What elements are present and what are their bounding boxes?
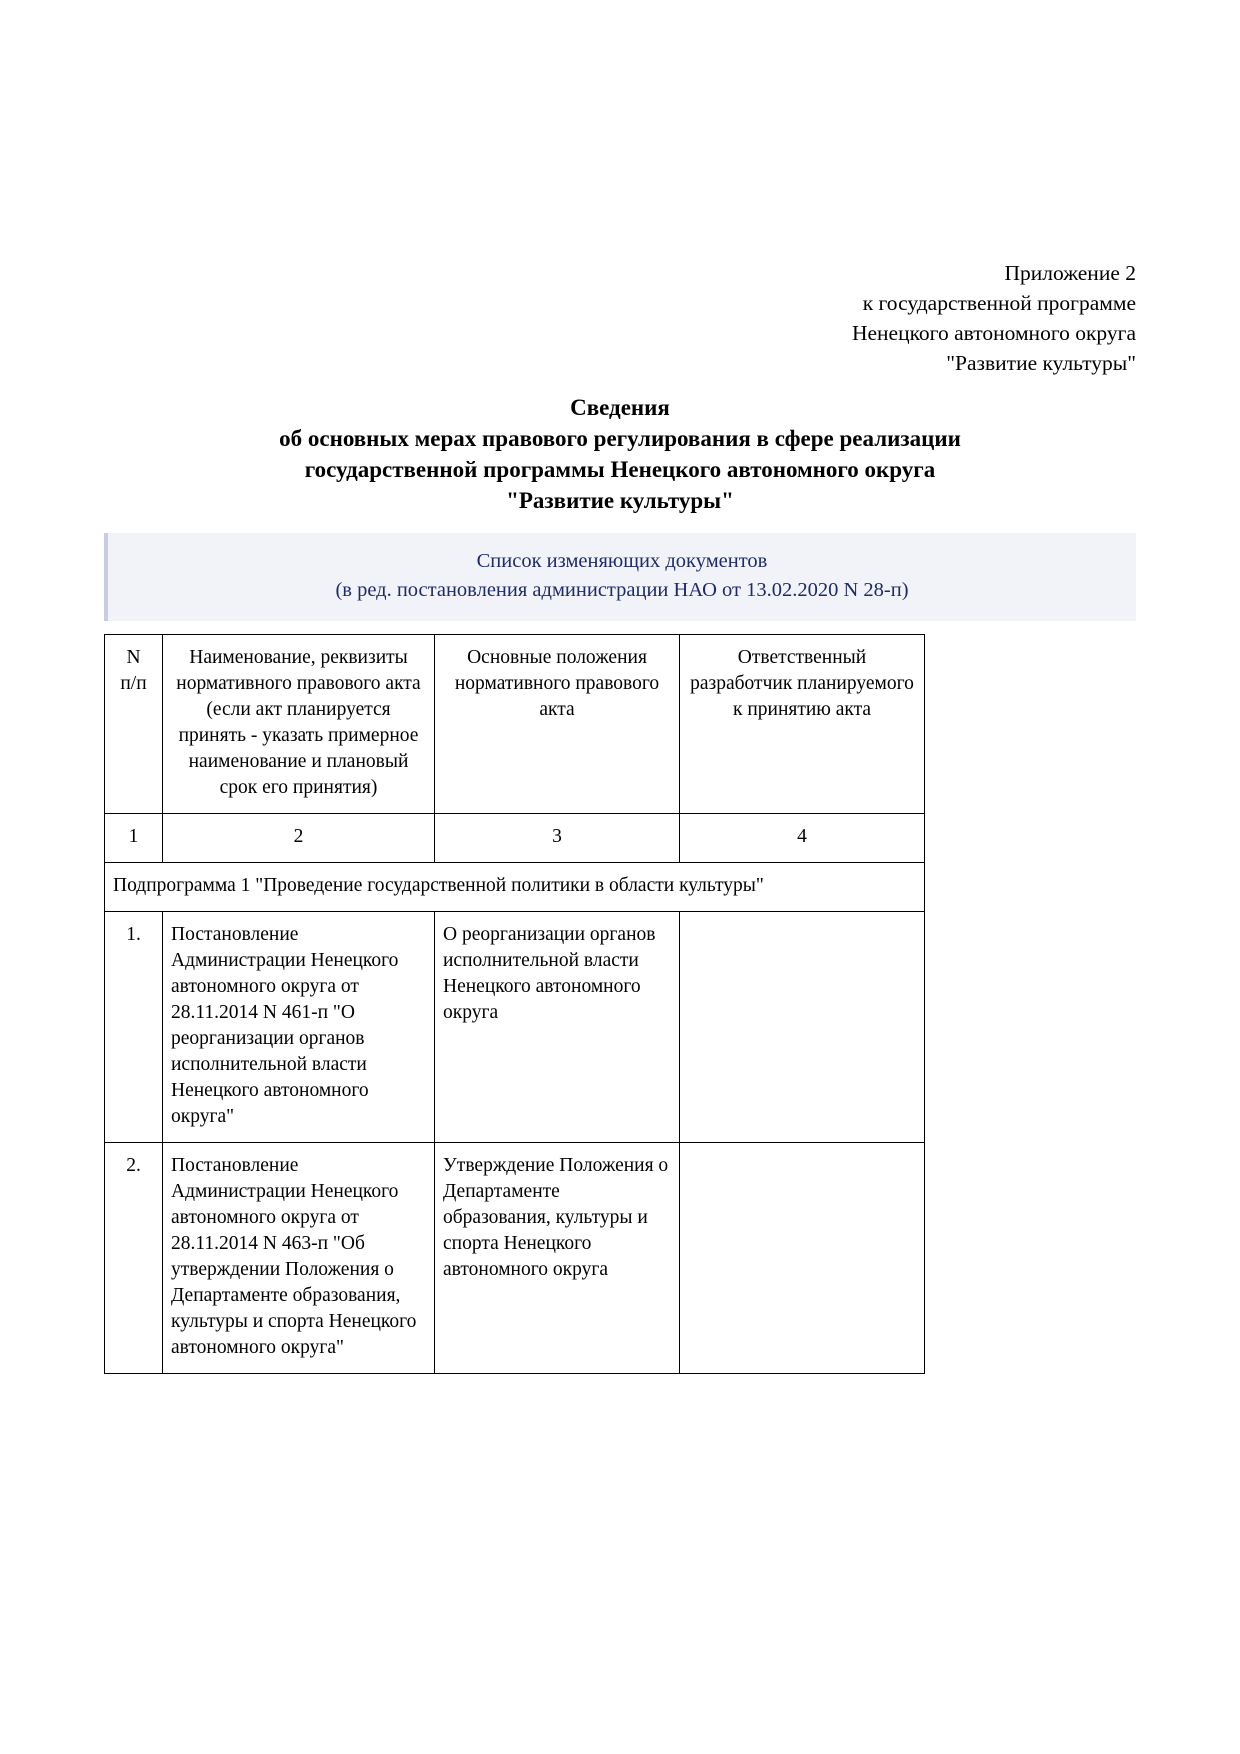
regulation-measures-table (104, 634, 925, 1374)
column-index-1: 1 (105, 814, 163, 863)
table-row (105, 912, 925, 1143)
column-index-3: 3 (435, 814, 680, 863)
row-act-name: Постановление Администрации Ненецкого автономного округа от 28.11.2014 N 463-п "Об утверждении Положения о Департаменте образования, культуры и спорта Ненецкого автономного округа" (163, 1143, 435, 1374)
title-line-1: Сведения (570, 395, 670, 420)
row-responsible (680, 1143, 925, 1374)
appendix-line-4: "Развитие культуры" (946, 351, 1136, 375)
column-header-act-name: Наименование, реквизиты нормативного правового акта (если акт планируется принять - указать примерное наименование и плановый срок его принятия) (163, 635, 435, 814)
table-column-number-row (105, 814, 925, 863)
appendix-reference-block (852, 258, 1136, 378)
row-number: 2. (105, 1143, 163, 1374)
column-header-responsible: Ответственный разработчик планируемого к принятию акта (680, 635, 925, 814)
table-header-row (105, 635, 925, 814)
column-index-4: 4 (680, 814, 925, 863)
column-header-number: N п/п (105, 635, 163, 814)
table-row (105, 1143, 925, 1374)
changing-documents-notice (104, 533, 1136, 621)
row-provisions: Утверждение Положения о Департаменте образования, культуры и спорта Ненецкого автономного округа (435, 1143, 680, 1374)
appendix-line-2: к государственной программе (862, 291, 1136, 315)
notice-line-2: (в ред. постановления администрации НАО от 13.02.2020 N 28-п) (335, 579, 909, 601)
page-title (104, 392, 1136, 516)
regulation-table-wrapper (104, 634, 924, 1374)
column-index-2: 2 (163, 814, 435, 863)
subprogram-heading: Подпрограмма 1 "Проведение государственной политики в области культуры" (105, 863, 925, 912)
row-number: 1. (105, 912, 163, 1143)
row-responsible (680, 912, 925, 1143)
table-section-row (105, 863, 925, 912)
column-header-provisions: Основные положения нормативного правового акта (435, 635, 680, 814)
notice-line-1: Список изменяющих документов (476, 550, 768, 572)
title-line-3: государственной программы Ненецкого автономного округа (304, 457, 936, 482)
title-line-4: "Развитие культуры" (506, 488, 734, 513)
row-provisions: О реорганизации органов исполнительной власти Ненецкого автономного округа (435, 912, 680, 1143)
appendix-line-1: Приложение 2 (1004, 261, 1136, 285)
appendix-line-3: Ненецкого автономного округа (851, 321, 1136, 345)
row-act-name: Постановление Администрации Ненецкого автономного округа от 28.11.2014 N 461-п "О реорганизации органов исполнительной власти Ненецкого автономного округа" (163, 912, 435, 1143)
title-line-2: об основных мерах правового регулирования в сфере реализации (279, 426, 961, 451)
